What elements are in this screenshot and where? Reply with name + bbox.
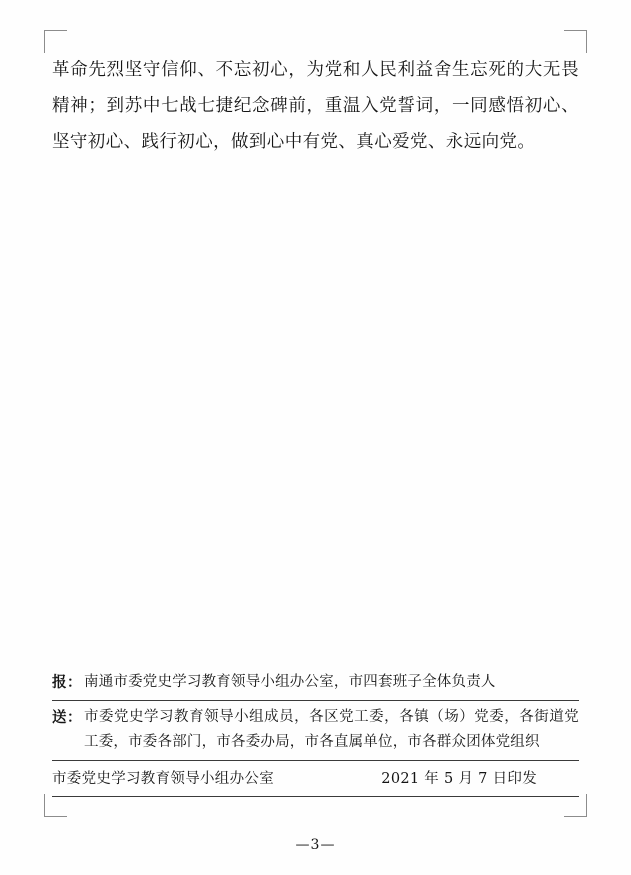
distribution-send-text: 市委党史学习教育领导小组成员，各区党工委，各镇（场）党委，各街道党工委，市委各部门，市各委办局，市各直属单位，市各群众团体党组织 bbox=[84, 709, 579, 750]
body-paragraph: 革命先烈坚守信仰、不忘初心，为党和人民利益舍生忘死的大无畏精神；到苏中七战七捷纪念碑前，重温入党誓词，一同感悟初心、坚守初心、践行初心，做到心中有党、真心爱党、永远向党。 bbox=[52, 60, 579, 152]
crop-mark-top-right bbox=[564, 30, 587, 53]
issuer-row bbox=[52, 761, 579, 796]
crop-mark-bottom-left bbox=[44, 794, 67, 817]
issuer-name: 市委党史学习教育领导小组办公室 bbox=[52, 771, 274, 787]
distribution-report-text: 南通市委党史学习教育领导小组办公室，市四套班子全体负责人 bbox=[84, 674, 496, 690]
distribution-report-row bbox=[52, 666, 579, 700]
issuer-date: 2021 年 5 月 7 日印发 bbox=[381, 771, 537, 787]
distribution-report-label: 报： bbox=[52, 674, 82, 691]
page-number: —3— bbox=[295, 837, 336, 853]
footer-divider-end bbox=[52, 796, 579, 797]
crop-mark-top-left bbox=[44, 30, 67, 53]
distribution-send-row bbox=[52, 701, 579, 760]
document-footer bbox=[52, 666, 579, 797]
document-body bbox=[52, 52, 579, 160]
crop-mark-bottom-right bbox=[564, 794, 587, 817]
distribution-send-label: 送： bbox=[52, 709, 82, 726]
